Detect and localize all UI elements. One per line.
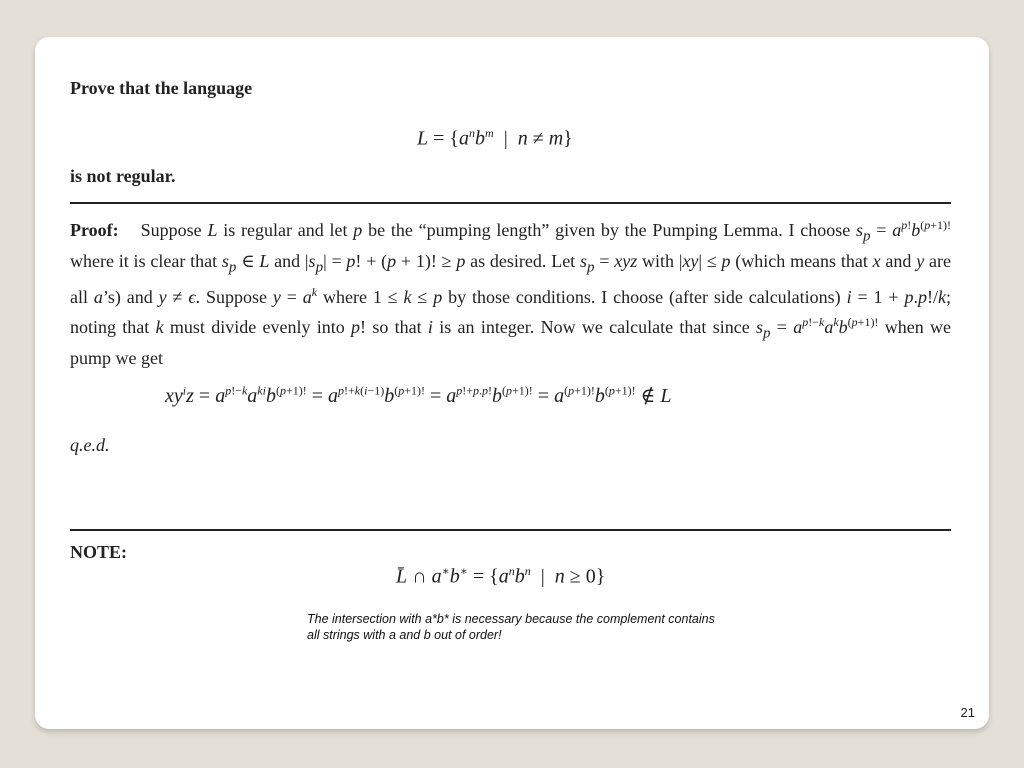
note-equation: L̄ ∩ $a^∗b^∗ = \{a^nb^n$ | n ≥ 0} — [396, 564, 606, 588]
top-divider — [70, 202, 951, 204]
proof-label: Proof: — [70, 220, 119, 240]
page-number: 21 — [960, 705, 975, 720]
slide — [35, 37, 989, 729]
bottom-divider — [70, 529, 951, 531]
proof-paragraph: Proof: Suppose L is regular and let p be the “pumping length” given by the Pumping Lemma. I choose $s_p = a^{p!}b^{(p+1)!}$ where it is clear that $s_p$ ∈ L and $|s_p| = p$! + (p + 1)! ≥ p as desired. Let $s_p$ = xyz with |xy| ≤ p (which means that x and y are all a’s) and y ≠ ϵ. Suppose $y = a^k$ where 1 ≤ k ≤ p by those conditions. I choose (after side calculations) i = 1 + p.p!/k; noting that k must divide evenly into p! so that i is an integer. Now we calculate that since $s_p = a^{p!-k}a^kb^{(p+1)!}$ when we pump we get — [70, 218, 952, 368]
not-regular-statement: is not regular. — [70, 166, 176, 186]
pumped-equation: $xy^iz = a^{p!-k}a^{ki}b^{(p+1)!} = a^{p!+k(i-1)}b^{(p+1)!} = a^{p!+p.p!}b^{(p+1)!} = a^{(p+1)!}b^{(p+1)!}$ ∉ L — [165, 383, 672, 407]
language-definition: $L = \{a^nb^m$ | n ≠ m} — [417, 126, 573, 150]
qed-mark: q.e.d. — [70, 435, 110, 455]
footnote: The intersection with a*b* is necessary because the complement contains all strings with a and b out of order! — [307, 612, 715, 642]
note-label: NOTE: — [70, 542, 128, 562]
prompt-title: Prove that the language — [70, 78, 253, 98]
